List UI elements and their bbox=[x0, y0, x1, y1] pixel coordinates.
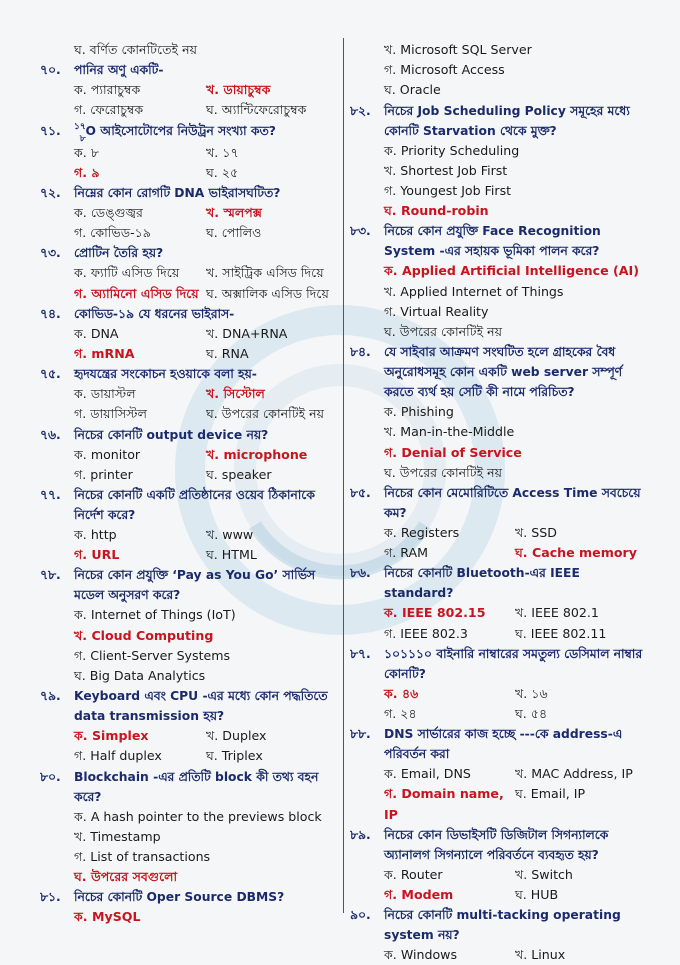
correct-option[interactable]: ঘ. Cache memory bbox=[515, 545, 637, 561]
options-list bbox=[350, 261, 646, 342]
question-prompt: হৃদযন্ত্রের সংকোচন হওয়াকে বলা হয়- bbox=[74, 367, 257, 382]
question-text bbox=[350, 342, 646, 402]
option[interactable]: গ. Client-Server Systems bbox=[74, 647, 231, 663]
question-number: ৭০. bbox=[40, 63, 61, 78]
option[interactable]: গ. IEEE 802.3 bbox=[384, 625, 468, 641]
option[interactable]: ক. Router bbox=[384, 866, 443, 882]
option[interactable]: গ. Microsoft Access bbox=[384, 62, 505, 78]
question-number: ৮৯. bbox=[350, 827, 371, 842]
lead-options bbox=[350, 40, 646, 101]
option[interactable]: ক. monitor bbox=[74, 446, 141, 462]
question-prompt: নিচের কোনটি output device নয়? bbox=[74, 427, 269, 442]
question-block bbox=[350, 342, 646, 483]
options-list bbox=[40, 807, 338, 888]
option[interactable]: খ. Timestamp bbox=[74, 828, 161, 844]
option[interactable]: ক. http bbox=[74, 527, 117, 543]
option[interactable]: ঘ. ২৫ bbox=[206, 164, 239, 180]
question-number: ৭১. bbox=[40, 123, 61, 138]
question-number: ৭২. bbox=[40, 186, 61, 201]
option[interactable]: গ. Half duplex bbox=[74, 748, 162, 764]
options-list bbox=[350, 603, 646, 643]
option[interactable]: খ. Applied Internet of Things bbox=[384, 283, 564, 299]
question-number: ৭৭. bbox=[40, 488, 61, 503]
question-number: ৭৫. bbox=[40, 367, 61, 382]
question-number: ৭৬. bbox=[40, 427, 61, 442]
question-text bbox=[350, 563, 646, 603]
option[interactable]: গ. RAM bbox=[384, 545, 428, 561]
question-text bbox=[40, 767, 338, 807]
options-list bbox=[40, 143, 338, 183]
question-block bbox=[40, 304, 338, 364]
options-list bbox=[350, 141, 646, 222]
question-text bbox=[350, 825, 646, 865]
question-block bbox=[40, 183, 338, 243]
option[interactable]: গ. printer bbox=[74, 466, 133, 482]
option[interactable]: ঘ. Big Data Analytics bbox=[74, 668, 206, 684]
correct-option[interactable]: গ. অ্যামিনো এসিড দিয়ে bbox=[74, 285, 199, 301]
correct-option[interactable]: খ. microphone bbox=[206, 446, 308, 462]
question-number: ৮১. bbox=[40, 890, 61, 905]
option[interactable]: খ. MAC Address, IP bbox=[515, 766, 633, 782]
question-number: ৮২. bbox=[350, 103, 371, 118]
option[interactable]: খ. Man-in-the-Middle bbox=[384, 424, 515, 440]
question-prompt: DNS সার্ভারের কাজ হচ্ছে ---কে address-এ পরিবর্তন করা bbox=[384, 727, 623, 762]
option[interactable]: ক. Registers bbox=[384, 525, 460, 541]
question-block bbox=[350, 724, 646, 825]
question-block bbox=[40, 767, 338, 888]
correct-option[interactable]: ক. Simplex bbox=[74, 728, 149, 744]
option[interactable]: ঘ. HUB bbox=[515, 887, 559, 903]
question-prompt: Blockchain -এর প্রতিটি block কী তথ্য বহন করে? bbox=[74, 769, 319, 804]
question-number: ৭৮. bbox=[40, 568, 61, 583]
question-prompt: নিম্নের কোন রোগটি DNA ভাইরাসঘটিত? bbox=[74, 186, 281, 201]
option[interactable]: ঘ. পোলিও bbox=[206, 225, 262, 241]
options-list bbox=[40, 80, 338, 120]
question-block bbox=[40, 121, 338, 183]
question-block bbox=[350, 825, 646, 905]
question-number: ৮৭. bbox=[350, 646, 371, 661]
question-text bbox=[40, 364, 338, 384]
options-list bbox=[40, 384, 338, 424]
option[interactable]: ঘ. HTML bbox=[206, 547, 257, 563]
option[interactable]: খ. Duplex bbox=[206, 728, 267, 744]
option[interactable]: ক. ডায়াস্টল bbox=[74, 386, 136, 402]
correct-option[interactable]: ক. MySQL bbox=[74, 909, 141, 925]
question-prompt: নিচের কোন প্রযুক্তি ‘Pay as You Go’ সার্ভিস মডেল অনুসরণ করে? bbox=[74, 568, 315, 603]
option[interactable]: ঘ. speaker bbox=[206, 466, 272, 482]
correct-option[interactable]: ক. IEEE 802.15 bbox=[384, 605, 486, 621]
option[interactable]: খ. Microsoft SQL Server bbox=[384, 42, 532, 57]
option[interactable]: ঘ. উপরের কোনটিই নয় bbox=[206, 406, 325, 422]
options-list bbox=[40, 203, 338, 243]
option[interactable]: ক. Internet of Things (IoT) bbox=[74, 607, 236, 623]
option[interactable]: খ. ১৬ bbox=[515, 685, 548, 701]
option[interactable]: খ. SSD bbox=[515, 525, 557, 541]
question-text bbox=[40, 565, 338, 605]
option[interactable]: ঘ. অ্যান্টিফেরোচুম্বক bbox=[206, 102, 307, 118]
question-block bbox=[350, 563, 646, 643]
question-number: ৮৮. bbox=[350, 727, 371, 742]
isotope-mass-number: ১৭ bbox=[74, 121, 86, 132]
question-prompt: নিচের কোন প্রযুক্তি Face Recognition System -এর সহায়ক ভূমিকা পালন করে? bbox=[384, 224, 601, 259]
option[interactable]: ঘ. Triplex bbox=[206, 748, 263, 764]
option[interactable]: ঘ. Oracle bbox=[384, 82, 441, 98]
option[interactable]: গ. কোভিড-১৯ bbox=[74, 225, 151, 241]
option[interactable]: গ. ফেরোচুম্বক bbox=[74, 102, 144, 118]
question-block bbox=[40, 565, 338, 686]
option[interactable]: ঘ. RNA bbox=[206, 346, 249, 362]
options-list bbox=[350, 402, 646, 483]
option[interactable]: খ. Linux bbox=[515, 947, 566, 963]
question-text bbox=[40, 121, 338, 143]
question-block bbox=[350, 905, 646, 965]
correct-option[interactable]: গ. Denial of Service bbox=[384, 444, 522, 460]
question-block bbox=[350, 483, 646, 563]
question-block bbox=[40, 364, 338, 424]
left-column bbox=[40, 40, 338, 928]
option[interactable]: গ. Virtual Reality bbox=[384, 303, 489, 319]
question-prompt: যে সাইবার আক্রমণ সংঘটিত হলে গ্রাহকের বৈধ অনুরোধসমূহ কোন একটি web server সম্পূর্ণ করতে ব্যর্থ হয় সেটি কী নামে পরিচিত? bbox=[384, 345, 623, 400]
question-number: ৭৩. bbox=[40, 246, 61, 261]
correct-option[interactable]: গ. ৯ bbox=[74, 164, 100, 180]
question-number: ৭৪. bbox=[40, 306, 61, 321]
question-prompt: নিচের কোন ডিভাইসটি ডিজিটাল সিগন্যালকে অ্যানালগ সিগন্যালে পরিবর্তনে ব্যবহৃত হয়? bbox=[384, 827, 609, 862]
question-number: ৮৪. bbox=[350, 345, 371, 360]
option[interactable]: ক. ৮ bbox=[74, 144, 99, 160]
question-prompt: নিচের কোনটি multi-tacking operating system নয়? bbox=[384, 908, 621, 943]
option[interactable]: ঘ. Email, IP bbox=[515, 786, 586, 802]
correct-option[interactable]: গ. mRNA bbox=[74, 346, 135, 362]
question-number: ৮৬. bbox=[350, 566, 371, 581]
option[interactable]: গ. ডায়াসিস্টল bbox=[74, 406, 147, 422]
question-number: ৮৫. bbox=[350, 486, 371, 501]
question-prompt bbox=[74, 121, 338, 143]
question-block bbox=[350, 101, 646, 222]
options-list bbox=[40, 445, 338, 485]
question-text bbox=[350, 483, 646, 523]
option[interactable]: ঘ. উপরের কোনটিই নয় bbox=[384, 324, 503, 340]
options-list bbox=[350, 865, 646, 905]
question-prompt: নিচের কোন মেমোরিটিতে Access Time সবচেয়ে কম? bbox=[384, 486, 641, 521]
question-text bbox=[350, 101, 646, 141]
correct-option[interactable]: ঘ. উপরের সবগুলো bbox=[74, 869, 178, 885]
option[interactable]: ক. Email, DNS bbox=[384, 766, 471, 782]
question-prompt: নিচের কোনটি একটি প্রতিষ্ঠানের ওয়েব ঠিকানাকে নির্দেশ করে? bbox=[74, 488, 315, 523]
correct-option[interactable]: ক. ৪৬ bbox=[384, 685, 419, 701]
question-prompt: প্রোটিন তৈরি হয়? bbox=[74, 246, 164, 261]
question-text bbox=[40, 243, 338, 263]
question-prompt: কোভিড-১৯ যে ধরনের ভাইরাস- bbox=[74, 306, 235, 321]
options-list bbox=[350, 945, 646, 965]
question-prompt: পানির অণু একটি- bbox=[74, 63, 164, 78]
option[interactable]: খ. IEEE 802.1 bbox=[515, 605, 599, 621]
option[interactable]: খ. www bbox=[206, 527, 254, 543]
option[interactable]: ঘ. উপরের কোনটিই নয় bbox=[384, 464, 503, 480]
option[interactable]: খ. DNA+RNA bbox=[206, 325, 288, 341]
question-text bbox=[350, 905, 646, 945]
question-text bbox=[350, 724, 646, 764]
option[interactable]: ক. ফ্যাটি এসিড দিয়ে bbox=[74, 265, 180, 281]
correct-option[interactable]: গ. URL bbox=[74, 547, 120, 563]
question-block bbox=[40, 60, 338, 120]
option[interactable]: ক. DNA bbox=[74, 325, 119, 341]
question-number: ৭৯. bbox=[40, 689, 61, 704]
question-number: ৯০. bbox=[350, 908, 371, 923]
options-list bbox=[40, 263, 338, 303]
question-text bbox=[40, 183, 338, 203]
correct-option[interactable]: গ. Modem bbox=[384, 887, 454, 903]
option[interactable]: ঘ. IEEE 802.11 bbox=[515, 625, 607, 641]
question-prompt: ১০১১১০ বাইনারি নাম্বারের সমতুল্য ডেসিমাল নাম্বার কোনটি? bbox=[384, 646, 643, 681]
column-divider bbox=[343, 38, 344, 913]
question-prompt-text: O আইসোটোপের নিউট্রন সংখ্যা কত? bbox=[85, 123, 276, 138]
question-block bbox=[40, 243, 338, 303]
right-column bbox=[350, 40, 646, 965]
correct-option[interactable]: খ. সিস্টোল bbox=[206, 386, 265, 402]
options-list bbox=[350, 684, 646, 724]
option[interactable]: ক. A hash pointer to the previews block bbox=[74, 808, 322, 824]
question-prompt: নিচের কোনটি Oper Source DBMS? bbox=[74, 890, 285, 905]
option[interactable]: ঘ. বর্ণিত কোনটিতেই নয় bbox=[74, 42, 198, 57]
option[interactable]: খ. সাইট্রিক এসিড দিয়ে bbox=[206, 265, 324, 281]
option[interactable]: ক. Phishing bbox=[384, 404, 454, 420]
option[interactable]: খ. Shortest Job First bbox=[384, 162, 508, 178]
option[interactable]: ঘ. অক্সালিক এসিড দিয়ে bbox=[206, 285, 329, 301]
correct-option[interactable]: গ. Domain name, IP bbox=[384, 786, 504, 822]
option[interactable]: ক. Windows bbox=[384, 947, 458, 963]
isotope-atomic-number: ৮ bbox=[79, 133, 86, 144]
correct-option[interactable]: ঘ. Round-robin bbox=[384, 203, 489, 219]
question-text bbox=[40, 425, 338, 445]
question-text bbox=[350, 221, 646, 261]
correct-option[interactable]: খ. ডায়াচুম্বক bbox=[206, 82, 271, 98]
option[interactable]: খ. Switch bbox=[515, 866, 573, 882]
option[interactable]: গ. Youngest Job First bbox=[384, 183, 512, 199]
question-text bbox=[350, 644, 646, 684]
options-list bbox=[350, 764, 646, 825]
options-list bbox=[40, 324, 338, 364]
question-text bbox=[40, 60, 338, 80]
question-text bbox=[40, 887, 338, 907]
question-number: ৮৩. bbox=[350, 224, 371, 239]
question-prompt: নিচের Job Scheduling Policy সমূহের মধ্যে কোনটি Starvation থেকে মুক্ত? bbox=[384, 103, 630, 138]
question-text bbox=[40, 686, 338, 726]
question-text bbox=[40, 304, 338, 324]
question-prompt: নিচের কোনটি Bluetooth-এর IEEE standard? bbox=[384, 566, 580, 601]
options-list bbox=[350, 523, 646, 563]
option[interactable]: খ. ১৭ bbox=[206, 144, 239, 160]
options-list bbox=[40, 907, 338, 927]
question-number: ৮০. bbox=[40, 769, 61, 784]
option[interactable]: ক. প্যারাচুম্বক bbox=[74, 82, 141, 98]
question-block bbox=[350, 644, 646, 724]
option[interactable]: ঘ. ৫৪ bbox=[515, 706, 548, 722]
option[interactable]: গ. List of transactions bbox=[74, 849, 211, 865]
option[interactable]: ক. Priority Scheduling bbox=[384, 142, 520, 158]
options-list bbox=[40, 605, 338, 686]
option[interactable]: ক. ডেঙ্গুজ্বর bbox=[74, 205, 143, 221]
options-list bbox=[40, 726, 338, 766]
correct-option[interactable]: খ. স্মলপক্স bbox=[206, 205, 263, 221]
question-block bbox=[40, 686, 338, 766]
correct-option[interactable]: খ. Cloud Computing bbox=[74, 627, 214, 643]
question-prompt: Keyboard এবং CPU -এর মধ্যে কোন পদ্ধতিতে data transmission হয়? bbox=[74, 689, 328, 724]
question-block bbox=[40, 485, 338, 565]
question-block bbox=[40, 887, 338, 927]
option[interactable]: গ. ২৪ bbox=[384, 706, 417, 722]
question-block bbox=[40, 425, 338, 485]
correct-option[interactable]: ক. Applied Artificial Intelligence (AI) bbox=[384, 263, 639, 279]
options-list bbox=[40, 525, 338, 565]
question-text bbox=[40, 485, 338, 525]
question-block bbox=[350, 221, 646, 342]
